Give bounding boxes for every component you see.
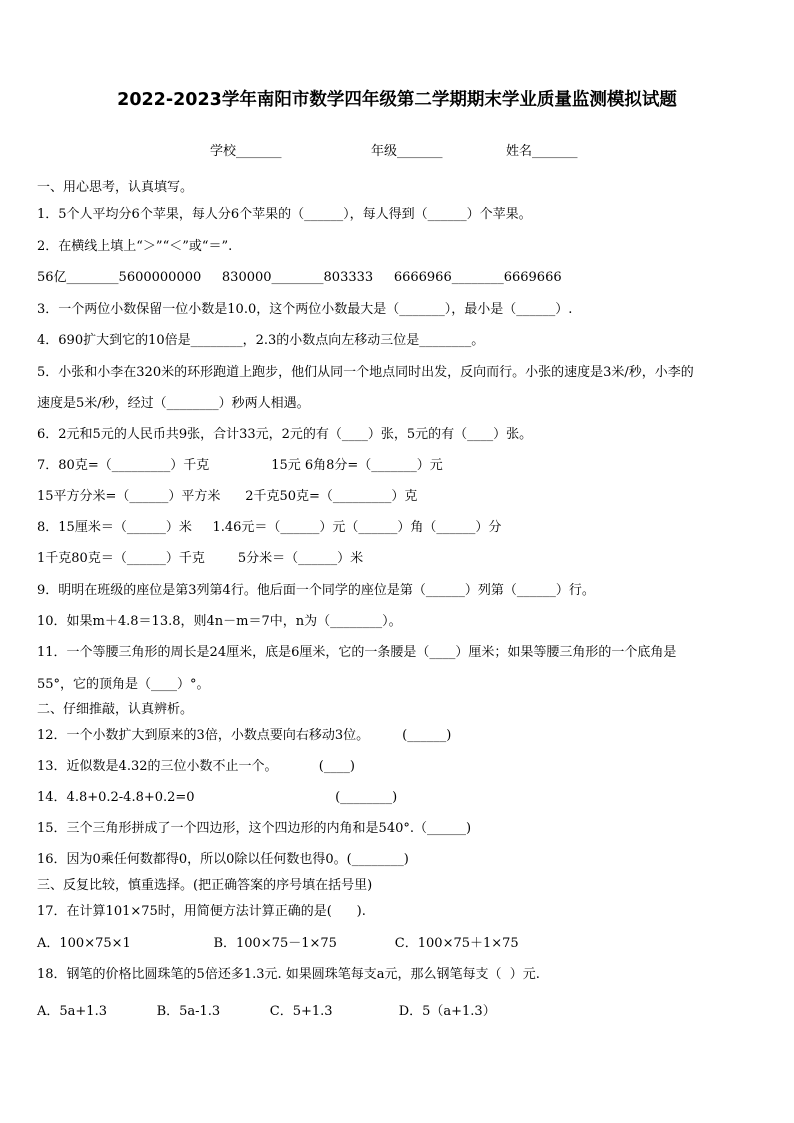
section-1-heading: 一、用心思考，认真填写。 xyxy=(37,180,194,195)
section-3-heading: 三、反复比较，慎重选择。(把正确答案的序号填在括号里) xyxy=(37,878,373,893)
section-2-heading: 二、仔细推敲，认真辨析。 xyxy=(37,702,194,717)
question-11: 11．一个等腰三角形的周长是24厘米，底是6厘米，它的一条腰是（____）厘米；如果等腰三角形的一个底角是 xyxy=(37,645,677,660)
question-1: 1．5个人平均分6个苹果，每人分6个苹果的（______），每人得到（______）个苹果。 xyxy=(37,207,532,222)
question-5-cont: 速度是5米/秒，经过（________）秒两人相遇。 xyxy=(37,396,310,411)
question-7: 7．80克=（_________）千克 15元 6角8分=（_______）元 xyxy=(37,458,443,473)
question-17-options: A．100×75×1 B．100×75－1×75 C．100×75＋1×75 xyxy=(37,936,519,951)
page-title: 2022-2023学年南阳市数学四年级第二学期期末学业质量监测模拟试题 xyxy=(117,90,677,110)
question-16: 16．因为0乘任何数都得0，所以0除以任何数也得0。(________) xyxy=(37,852,409,867)
question-12: 12．一个小数扩大到原来的3倍，小数点要向右移动3位。 (______) xyxy=(37,728,452,743)
question-5: 5．小张和小李在320米的环形跑道上跑步，他们从同一个地点同时出发，反向而行。小张的速度是3米/秒，小李的 xyxy=(37,365,694,380)
question-15: 15．三个三角形拼成了一个四边形，这个四边形的内角和是540°.（______) xyxy=(37,821,472,836)
school-field: 学校_______ xyxy=(210,144,282,159)
question-18-options: A．5a+1.3 B．5a-1.3 C．5+1.3 D．5（a+1.3） xyxy=(37,1004,496,1019)
question-2-items: 56亿________5600000000 830000________803333 6666966________6669666 xyxy=(37,270,562,285)
question-2: 2．在横线上填上“＞”“＜”或“＝”. xyxy=(37,239,233,254)
grade-field: 年级_______ xyxy=(371,144,443,159)
question-8-cont: 1千克80克＝（______）千克 5分米＝（______）米 xyxy=(37,551,364,566)
question-9: 9．明明在班级的座位是第3列第4行。他后面一个同学的座位是第（______）列第（______）行。 xyxy=(37,583,595,598)
question-10: 10．如果m＋4.8＝13.8，则4n－m＝7中，n为（________）。 xyxy=(37,614,402,629)
question-14: 14．4.8+0.2-4.8+0.2=0 (________) xyxy=(37,790,398,805)
question-4: 4．690扩大到它的10倍是________，2.3的小数点向左移动三位是________。 xyxy=(37,333,485,348)
question-8: 8．15厘米＝（______）米 1.46元＝（______）元（______）角（______）分 xyxy=(37,520,502,535)
question-18: 18．钢笔的价格比圆珠笔的5倍还多1.3元. 如果圆珠笔每支a元，那么钢笔每支（ ）元. xyxy=(37,967,540,982)
question-13: 13．近似数是4.32的三位小数不止一个。 (____) xyxy=(37,759,355,774)
question-11-cont: 55°，它的顶角是（____）°。 xyxy=(37,677,210,692)
question-3: 3．一个两位小数保留一位小数是10.0，这个两位小数最大是（_______），最小是（______）. xyxy=(37,302,573,317)
question-6: 6．2元和5元的人民币共9张，合计33元，2元的有（____）张，5元的有（____）张。 xyxy=(37,427,533,442)
question-7-cont: 15平方分米=（______）平方米 2千克50克=（_________）克 xyxy=(37,489,418,504)
question-17: 17．在计算101×75时，用简便方法计算正确的是( ). xyxy=(37,904,366,919)
name-field: 姓名_______ xyxy=(506,144,578,159)
